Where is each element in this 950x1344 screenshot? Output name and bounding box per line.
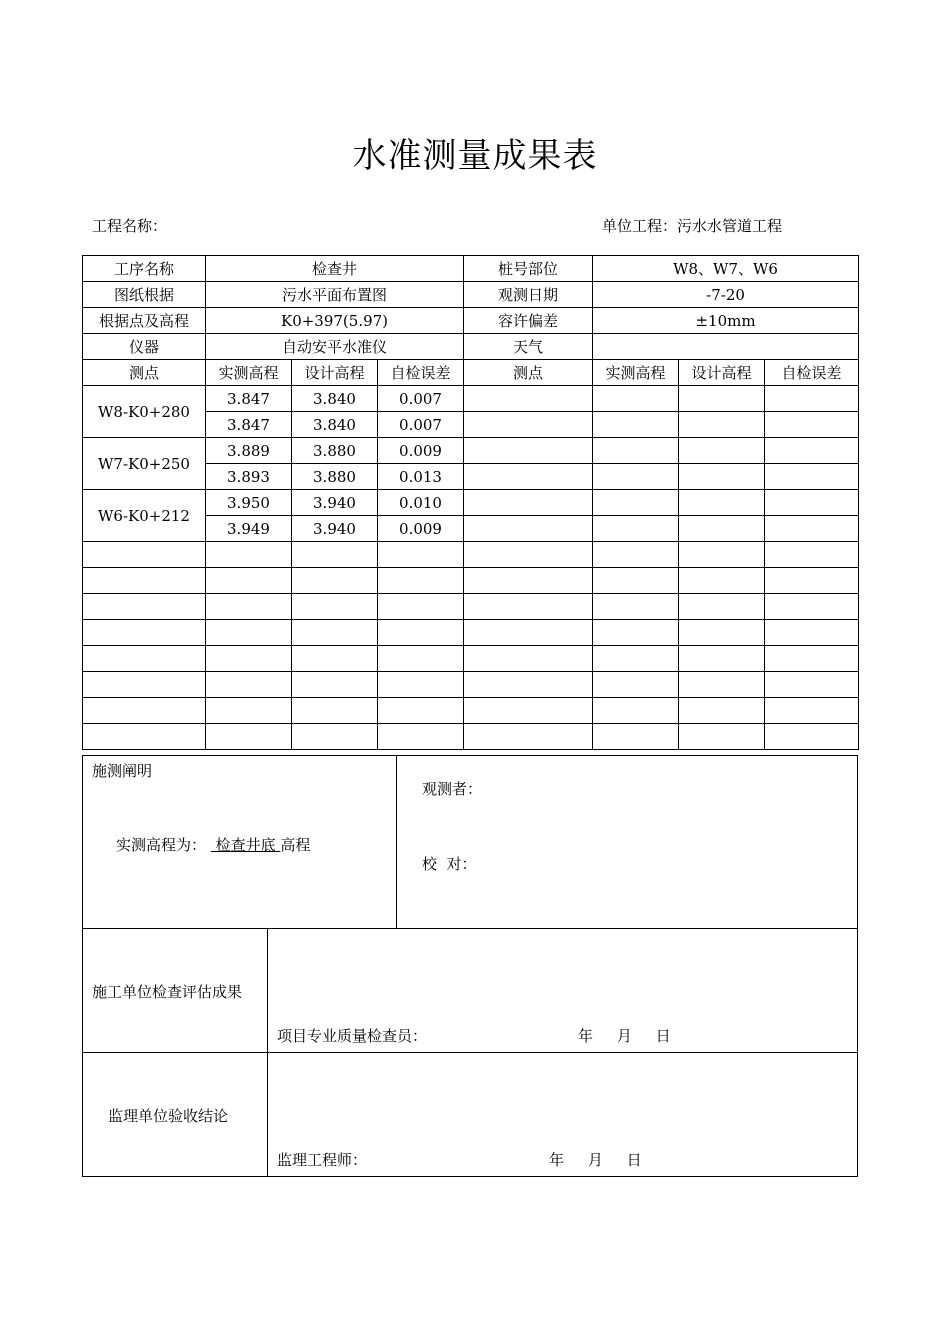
measurement-table: [82, 255, 859, 750]
tolerance-label: 容许偏差: [464, 308, 593, 334]
empty-cell: [464, 620, 593, 646]
empty-cell: [765, 542, 859, 568]
empty-cell: [292, 620, 378, 646]
empty-cell: [378, 724, 464, 750]
table-row: [83, 620, 859, 646]
measured-elevation: 3.949: [206, 516, 292, 542]
design-elevation: 3.880: [292, 438, 378, 464]
empty-cell: [378, 542, 464, 568]
empty-cell: [206, 568, 292, 594]
point-name: W8-K0+280: [83, 386, 206, 438]
empty-cell: [464, 412, 593, 438]
page-title: 水准测量成果表: [352, 136, 598, 176]
empty-cell: [292, 672, 378, 698]
column-header: 测点: [83, 360, 206, 386]
empty-cell: [593, 594, 679, 620]
benchmark-label: 根据点及高程: [83, 308, 206, 334]
empty-cell: [593, 698, 679, 724]
empty-cell: [464, 672, 593, 698]
self-check-error: 0.007: [378, 386, 464, 412]
construction-date: 年 月 日: [578, 1027, 671, 1045]
empty-cell: [593, 620, 679, 646]
empty-cell: [765, 438, 859, 464]
observer-label: 观测者：: [422, 780, 483, 798]
measured-elevation: 3.847: [206, 386, 292, 412]
empty-cell: [464, 464, 593, 490]
empty-cell: [206, 724, 292, 750]
drawing-label: 图纸根据: [83, 282, 206, 308]
empty-cell: [593, 672, 679, 698]
empty-cell: [464, 646, 593, 672]
empty-cell: [679, 542, 765, 568]
empty-cell: [83, 542, 206, 568]
empty-cell: [765, 724, 859, 750]
empty-cell: [679, 568, 765, 594]
construction-label: 施工单位检查评估成果: [92, 983, 243, 1001]
empty-cell: [765, 386, 859, 412]
column-header-row: [83, 360, 859, 386]
empty-cell: [593, 438, 679, 464]
checker-label: 校 对：: [422, 855, 477, 873]
empty-cell: [206, 646, 292, 672]
design-elevation: 3.880: [292, 464, 378, 490]
empty-cell: [765, 594, 859, 620]
measured-prefix: 实测高程为：: [116, 836, 207, 854]
obs-date-label: 观测日期: [464, 282, 593, 308]
obs-date-value: -7-20: [593, 282, 859, 308]
empty-cell: [83, 724, 206, 750]
empty-cell: [83, 594, 206, 620]
empty-cell: [593, 386, 679, 412]
measured-elevation: 3.889: [206, 438, 292, 464]
table-row: [83, 724, 859, 750]
table-row: [83, 672, 859, 698]
empty-cell: [765, 620, 859, 646]
notes-divider: [396, 755, 397, 929]
empty-cell: [292, 542, 378, 568]
supervision-date: 年 月 日: [549, 1151, 642, 1169]
point-name: W6-K0+212: [83, 490, 206, 542]
empty-cell: [679, 724, 765, 750]
table-row: [83, 594, 859, 620]
empty-cell: [593, 724, 679, 750]
station-label: 桩号部位: [464, 256, 593, 282]
empty-cell: [593, 464, 679, 490]
empty-cell: [464, 386, 593, 412]
engineer-label: 监理工程师：: [277, 1151, 368, 1169]
weather-label: 天气: [464, 334, 593, 360]
empty-cell: [679, 646, 765, 672]
empty-cell: [765, 464, 859, 490]
empty-cell: [765, 646, 859, 672]
design-elevation: 3.840: [292, 386, 378, 412]
table-row: [83, 542, 859, 568]
drawing-value: 污水平面布置图: [206, 282, 464, 308]
empty-cell: [464, 698, 593, 724]
empty-cell: [765, 490, 859, 516]
empty-cell: [83, 620, 206, 646]
empty-cell: [464, 516, 593, 542]
table-row: [83, 438, 859, 464]
supervision-label: 监理单位验收结论: [108, 1107, 229, 1125]
column-header: 设计高程: [292, 360, 378, 386]
column-header: 设计高程: [679, 360, 765, 386]
benchmark-value: K0+397(5.97): [206, 308, 464, 334]
construction-divider: [267, 928, 268, 1053]
empty-cell: [679, 386, 765, 412]
empty-cell: [83, 672, 206, 698]
column-header: 自检误差: [765, 360, 859, 386]
empty-cell: [593, 542, 679, 568]
empty-cell: [292, 724, 378, 750]
empty-cell: [679, 594, 765, 620]
empty-cell: [593, 516, 679, 542]
empty-cell: [464, 438, 593, 464]
empty-cell: [679, 620, 765, 646]
design-elevation: 3.940: [292, 516, 378, 542]
measured-elevation: 3.893: [206, 464, 292, 490]
measured-value: 检查井底: [210, 836, 281, 854]
design-elevation: 3.940: [292, 490, 378, 516]
measured-elevation: 3.847: [206, 412, 292, 438]
process-name-value: 检查井: [206, 256, 464, 282]
empty-cell: [593, 568, 679, 594]
column-header: 实测高程: [593, 360, 679, 386]
empty-cell: [765, 568, 859, 594]
empty-cell: [765, 412, 859, 438]
column-header: 自检误差: [378, 360, 464, 386]
empty-cell: [679, 412, 765, 438]
empty-cell: [679, 490, 765, 516]
table-row: [83, 698, 859, 724]
empty-cell: [378, 568, 464, 594]
project-name-label: 工程名称：: [92, 217, 168, 235]
empty-cell: [593, 646, 679, 672]
table-row: [83, 490, 859, 516]
empty-cell: [292, 698, 378, 724]
empty-cell: [206, 594, 292, 620]
empty-cell: [378, 620, 464, 646]
instrument-value: 自动安平水准仪: [206, 334, 464, 360]
measured-elevation: 3.950: [206, 490, 292, 516]
measured-elevation-note: [116, 834, 310, 855]
table-row: [83, 568, 859, 594]
station-value: W8、W7、W6: [593, 256, 859, 282]
empty-cell: [464, 724, 593, 750]
self-check-error: 0.009: [378, 516, 464, 542]
empty-cell: [378, 594, 464, 620]
empty-cell: [378, 646, 464, 672]
tolerance-value: ±10mm: [593, 308, 859, 334]
empty-cell: [206, 542, 292, 568]
instrument-label: 仪器: [83, 334, 206, 360]
empty-cell: [292, 646, 378, 672]
empty-cell: [206, 620, 292, 646]
empty-cell: [83, 568, 206, 594]
self-check-error: 0.009: [378, 438, 464, 464]
empty-cell: [765, 672, 859, 698]
column-header: 测点: [464, 360, 593, 386]
weather-value: [593, 334, 859, 360]
empty-cell: [679, 438, 765, 464]
empty-cell: [206, 672, 292, 698]
inspector-label: 项目专业质量检查员：: [277, 1027, 428, 1045]
empty-cell: [593, 412, 679, 438]
unit-project: 单位工程：污水水管道工程: [602, 217, 783, 235]
empty-cell: [765, 516, 859, 542]
design-elevation: 3.840: [292, 412, 378, 438]
empty-cell: [464, 594, 593, 620]
empty-cell: [464, 568, 593, 594]
empty-cell: [292, 568, 378, 594]
empty-cell: [292, 594, 378, 620]
notes-heading: 施测阐明: [92, 762, 153, 780]
self-check-error: 0.007: [378, 412, 464, 438]
point-name: W7-K0+250: [83, 438, 206, 490]
empty-cell: [378, 698, 464, 724]
table-row: [83, 386, 859, 412]
column-header: 实测高程: [206, 360, 292, 386]
empty-cell: [464, 542, 593, 568]
process-name-label: 工序名称: [83, 256, 206, 282]
self-check-error: 0.010: [378, 490, 464, 516]
empty-cell: [679, 698, 765, 724]
empty-cell: [378, 672, 464, 698]
empty-cell: [593, 490, 679, 516]
self-check-error: 0.013: [378, 464, 464, 490]
supervision-divider: [267, 1052, 268, 1177]
empty-cell: [679, 516, 765, 542]
measured-suffix: 高程: [280, 836, 311, 854]
empty-cell: [464, 490, 593, 516]
empty-cell: [765, 698, 859, 724]
empty-cell: [206, 698, 292, 724]
empty-cell: [679, 464, 765, 490]
empty-cell: [83, 698, 206, 724]
empty-cell: [679, 672, 765, 698]
table-row: [83, 646, 859, 672]
empty-cell: [83, 646, 206, 672]
